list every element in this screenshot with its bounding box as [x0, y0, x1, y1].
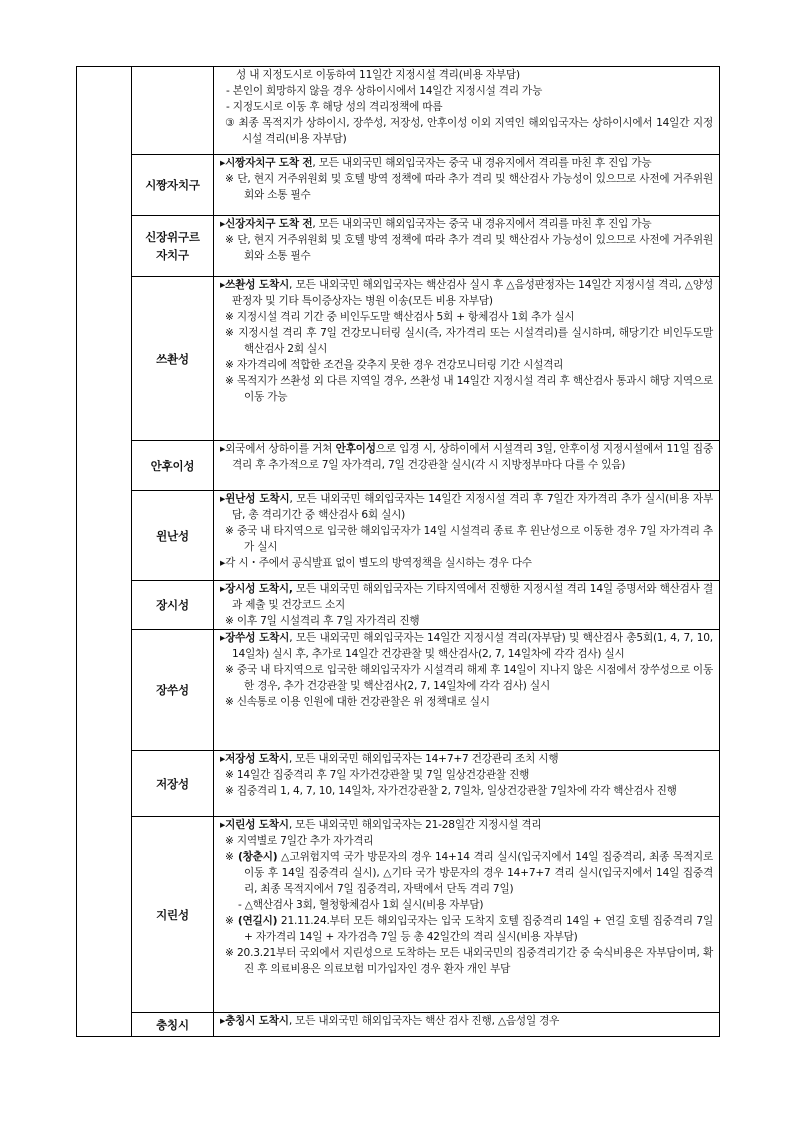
line-text: , 모든 내외국민 해외입국자는 핵산 검사 진행, △음성일 경우 — [288, 1015, 560, 1027]
line-text: , 모든 내외국민 해외입국자는 중국 내 경유지에서 격리를 마친 후 진입 가능 — [312, 157, 652, 169]
policy-line — [220, 216, 713, 232]
line-text: 21.11.24.부터 모든 해외입국자는 입국 도착지 호텔 집중격리 14일 + 연길 호텔 집중격리 7일 + 자가격리 14일 + 자가검측 7일 등 총 42일간의 격리 실시(비용 자부담) — [244, 915, 713, 943]
table-row — [77, 441, 720, 491]
policy-line — [220, 613, 713, 629]
line-text: 목적지가 쓰촨성 외 다른 지역일 경우, 쓰촨성 내 14일간 지정시설 격리 후 핵산검사 통과시 해당 지역으로 이동 가능 — [236, 375, 713, 403]
policy-line — [220, 277, 713, 309]
note-marker: ※ — [225, 234, 234, 246]
line-text: 중국 내 타지역으로 입국한 해외입국자가 시설격리 해제 후 14일이 지나지 않은 시점에서 장쑤성으로 이동한 경우, 추가 건강관찰 및 핵산검사(2, 7, 14일차에 각각 검사) 실시 — [236, 664, 713, 692]
bold-label: 지린성 도착시 — [225, 819, 289, 831]
policy-line — [220, 171, 713, 203]
bold-label: 윈난성 도착시 — [225, 493, 290, 505]
policy-line — [220, 99, 713, 115]
policy-line — [220, 751, 713, 767]
bullet-arrow-icon: ▸ — [220, 632, 226, 644]
policy-content — [214, 155, 720, 216]
note-marker: ※ — [225, 311, 234, 323]
line-text: , 모든 내외국민 해외입국자는 중국 내 경유지에서 격리를 마친 후 진입 가능 — [312, 218, 652, 230]
line-text: 이후 7일 시설격리 후 7일 자가격리 진행 — [236, 615, 420, 627]
line-text: 성 내 지정도시로 이동하여 11일간 지정시설 격리(비용 자부담) — [236, 69, 520, 81]
line-text: , 모든 내외국민 해외입국자는 14일간 지정시설 격리 후 7일간 자가격리 추가 실시(비용 자부담, 총 격리기간 중 핵산검사 6회 실시) — [232, 493, 713, 521]
table-row — [77, 751, 720, 817]
region-name: 장시성 — [132, 581, 214, 630]
policy-line — [220, 67, 713, 83]
bullet-arrow-icon: ▸ — [220, 279, 226, 291]
policy-line — [220, 783, 713, 799]
policy-line — [220, 581, 713, 613]
bullet-arrow-icon: ▸ — [220, 583, 226, 595]
line-text: - 본인이 희망하지 않을 경우 상하이시에서 14일간 지정시설 격리 가능 — [226, 85, 543, 97]
policy-line — [220, 897, 713, 913]
policy-line — [220, 373, 713, 405]
note-marker: ※ — [225, 947, 234, 959]
policy-content — [214, 216, 720, 277]
bold-label: 쓰촨성 도착시 — [225, 279, 290, 291]
bold-label: 장시성 도착시, — [225, 583, 293, 595]
line-text: 단, 현지 거주위원회 및 호텔 방역 정책에 따라 추가 격리 및 핵산검사 가능성이 있으므로 사전에 거주위원회와 소통 필수 — [237, 234, 713, 262]
table-row — [77, 67, 720, 155]
line-text: 신속통로 이용 인원에 대한 건강관찰은 위 정책대로 실시 — [236, 696, 490, 708]
policy-line — [220, 630, 713, 662]
bold-label: 안후이성 — [335, 443, 376, 455]
policy-content — [214, 277, 720, 441]
policy-content — [214, 1013, 720, 1037]
bold-label: 시짱자치구 도착 전 — [225, 157, 313, 169]
policy-content — [214, 581, 720, 630]
line-text: 자가격리에 적합한 조건을 갖추지 못한 경우 건강모니터링 기간 시설격리 — [236, 359, 564, 371]
line-text: ③ 최종 목적지가 상하이시, 장쑤성, 저장성, 안후이성 이외 지역인 해외입국자는 상하이시에서 14일간 지정시설 격리(비용 자부담) — [225, 117, 713, 145]
policy-line — [220, 115, 713, 147]
quarantine-policy-table — [76, 66, 720, 1037]
policy-line — [220, 662, 713, 694]
table-row — [77, 1013, 720, 1037]
line-text: 집중격리 1, 4, 7, 10, 14일차, 자가건강관찰 2, 7일차, 일상건강관찰 7일차에 각각 핵산검사 진행 — [236, 785, 677, 797]
bold-label: 저장성 도착시 — [225, 753, 289, 765]
bullet-arrow-icon: ▸ — [220, 557, 226, 569]
region-name — [132, 67, 214, 155]
policy-line — [220, 325, 713, 357]
bullet-arrow-icon: ▸ — [220, 753, 226, 765]
line-text: 단, 현지 거주위원회 및 호텔 방역 정책에 따라 추가 격리 및 핵산검사 가능성이 있으므로 사전에 거주위원회와 소통 필수 — [237, 173, 713, 201]
note-marker: ※ — [225, 615, 234, 627]
line-text: 각 시・주에서 공식발표 없이 별도의 방역정책을 실시하는 경우 다수 — [225, 557, 532, 569]
policy-line — [220, 817, 713, 833]
policy-line — [220, 849, 713, 897]
policy-line — [220, 767, 713, 783]
region-name: 시짱자치구 — [132, 155, 214, 216]
note-marker: ※ — [225, 835, 234, 847]
note-marker: ※ — [225, 769, 234, 781]
policy-line — [220, 232, 713, 264]
policy-line — [220, 491, 713, 523]
policy-content — [214, 751, 720, 817]
bullet-arrow-icon: ▸ — [220, 819, 226, 831]
note-marker: ※ — [225, 915, 235, 927]
note-marker: ※ — [225, 173, 234, 185]
table-row — [77, 581, 720, 630]
line-text: 14일간 집중격리 후 7일 자가건강관찰 및 7일 일상건강관찰 진행 — [236, 769, 530, 781]
policy-content — [214, 67, 720, 155]
empty-first-column — [77, 67, 132, 1037]
bold-label: 장쑤성 도착시 — [225, 632, 290, 644]
policy-line — [220, 357, 713, 373]
policy-line — [220, 309, 713, 325]
note-marker: ※ — [225, 664, 234, 676]
note-marker: ※ — [225, 851, 235, 863]
line-text: 지정시설 격리 기간 중 비인두도말 핵산검사 5회 + 항체검사 1회 추가 실시 — [236, 311, 575, 323]
line-text: - 지정도시로 이동 후 해당 성의 격리정책에 따름 — [226, 101, 443, 113]
line-text: , 모든 내외국민 해외입국자는 14+7+7 건강관리 조치 시행 — [288, 753, 559, 765]
region-name: 신장위구르 자치구 — [132, 216, 214, 277]
bold-label: 신장자치구 도착 전 — [225, 218, 313, 230]
line-text: , 모든 내외국민 해외입국자는 14일간 지정시설 격리(자부담) 및 핵산검사 총5회(1, 4, 7, 10, 14일차) 실시 후, 추가로 14일간 건강관찰 및 핵산검사(2, 7, 14일차에 각각 검사) 실시 — [232, 632, 713, 660]
policy-line — [220, 83, 713, 99]
region-name: 안후이성 — [132, 441, 214, 491]
line-text: - △핵산검사 3회, 혈청항체검사 1회 실시(비용 자부담) — [238, 899, 484, 911]
note-marker: ※ — [225, 785, 234, 797]
policy-line — [220, 913, 713, 945]
policy-content — [214, 491, 720, 581]
bullet-arrow-icon: ▸ — [220, 157, 226, 169]
region-name: 윈난성 — [132, 491, 214, 581]
policy-line — [220, 945, 713, 977]
policy-line — [220, 1013, 713, 1029]
line-text: , 모든 내외국민 해외입국자는 핵산검사 실시 후 △음성판정자는 14일간 지정시설 격리, △양성판정자 및 기타 특이증상자는 병원 이송(모든 비용 자부담) — [232, 279, 713, 307]
table-row — [77, 155, 720, 216]
note-marker: ※ — [225, 359, 234, 371]
line-text: , 모든 내외국민 해외입국자는 21-28일간 지정시설 격리 — [288, 819, 542, 831]
table-body — [77, 67, 720, 1037]
table-row — [77, 630, 720, 751]
bold-label: 충칭시 도착시 — [225, 1015, 289, 1027]
region-name: 지린성 — [132, 817, 214, 1013]
note-marker: ※ — [225, 525, 234, 537]
region-name: 충칭시 — [132, 1013, 214, 1037]
note-marker: ※ — [225, 375, 234, 387]
line-text: 중국 내 타지역으로 입국한 해외입국자가 14일 시설격리 종료 후 윈난성으로 이동한 경우 7일 자가격리 추가 실시 — [236, 525, 713, 553]
bullet-arrow-icon: ▸ — [220, 443, 226, 455]
note-marker: ※ — [225, 696, 234, 708]
region-name: 쓰촨성 — [132, 277, 214, 441]
region-name: 저장성 — [132, 751, 214, 817]
bold-label: (연길시) — [237, 915, 278, 927]
region-name: 장쑤성 — [132, 630, 214, 751]
line-text: 지역별로 7일간 추가 자가격리 — [236, 835, 374, 847]
line-prefix: 외국에서 상하이를 거쳐 — [225, 443, 336, 455]
policy-line — [220, 833, 713, 849]
policy-line — [220, 523, 713, 555]
table-row — [77, 216, 720, 277]
note-marker: ※ — [225, 327, 235, 339]
line-text: 20.3.21부터 국외에서 지린성으로 도착하는 모든 내외국민의 집중격리기간 중 숙식비용은 자부담이며, 확진 후 의료비용은 의료보험 미가입자인 경우 환자 개인 부담 — [237, 947, 714, 975]
line-text: 모든 내외국민 해외입국자는 기타지역에서 진행한 지정시설 격리 14일 증명서와 핵산검사 결과 제출 및 건강코드 소지 — [232, 583, 713, 611]
line-text: 지정시설 격리 후 7일 건강모니터링 실시(즉, 자가격리 또는 시설격리)를 실시하며, 해당기간 비인두도말 핵산검사 2회 실시 — [238, 327, 713, 355]
line-text: △고위험지역 국가 방문자의 경우 14+14 격리 실시(입국지에서 14일 집중격리, 최종 목적지로 이동 후 14일 집중격리 실시), △기타 국가 방문자의 경우 14+7+7 격리 실시(입국지에서 14일 집중격리, 최종 목적지에서 7일 집중격리, 자택에서 단독 격리 7일) — [244, 851, 713, 895]
bold-label: (창춘시) — [237, 851, 278, 863]
table-row — [77, 491, 720, 581]
line-text: 으로 입경 시, 상하이에서 시설격리 3일, 안후이성 지정시설에서 11일 집중격리 후 추가적으로 7일 자가격리, 7일 건강관찰 실시(각 시 지방정부마다 다를 수 있음) — [232, 443, 713, 471]
table-row — [77, 817, 720, 1013]
policy-line — [220, 155, 713, 171]
bullet-arrow-icon: ▸ — [220, 218, 226, 230]
policy-line — [220, 441, 713, 473]
table-row — [77, 277, 720, 441]
bullet-arrow-icon: ▸ — [220, 1015, 226, 1027]
policy-content — [214, 817, 720, 1013]
policy-content — [214, 441, 720, 491]
policy-line — [220, 555, 713, 571]
policy-content — [214, 630, 720, 751]
bullet-arrow-icon: ▸ — [220, 493, 226, 505]
policy-line — [220, 694, 713, 710]
